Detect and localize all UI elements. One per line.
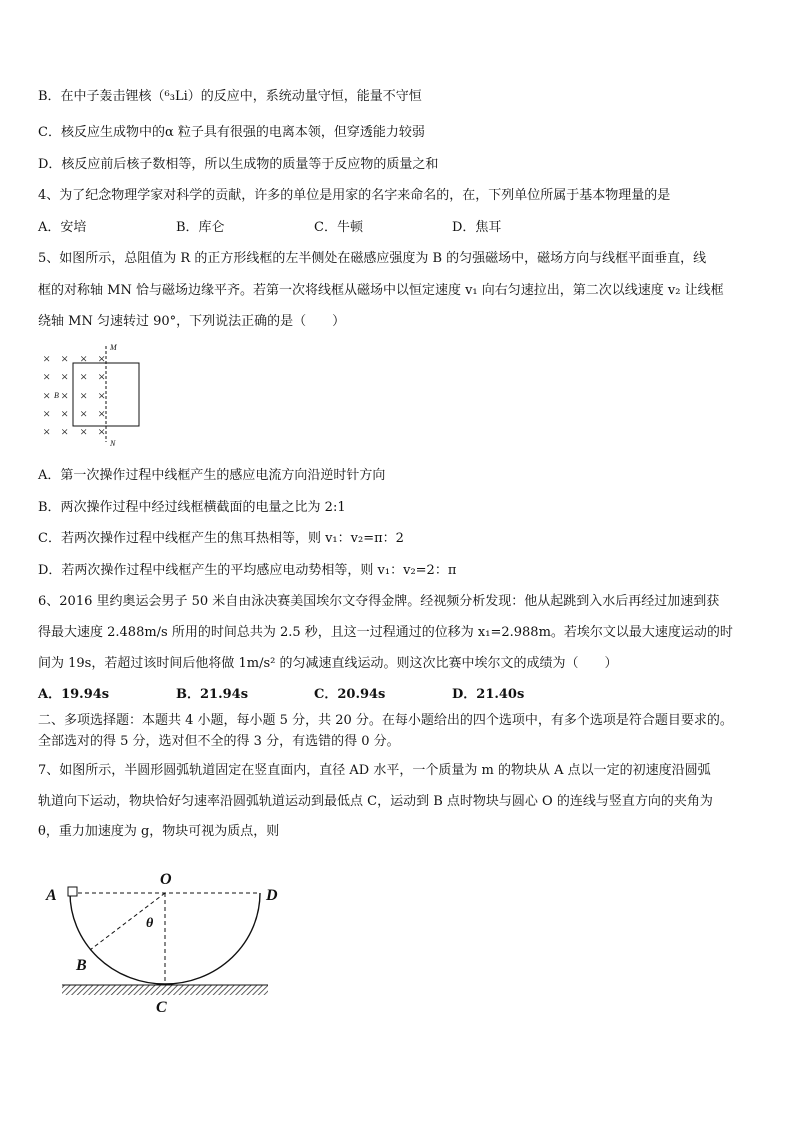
question-4-options bbox=[38, 219, 638, 237]
question-7-stem-1: 7、如图所示，半圆形圆弧轨道固定在竖直面内，直径 AD 水平，一个质量为 m 的物块从 A 点以一定的初速度沿圆弧 bbox=[38, 763, 711, 778]
svg-text:×: × bbox=[80, 406, 88, 421]
svg-text:×: × bbox=[80, 388, 88, 403]
section-2-heading-2: 全部选对的得 5 分，选对但不全的得 3 分，有选错的得 0 分。 bbox=[38, 734, 400, 749]
label-b: B bbox=[76, 957, 87, 974]
svg-text:×: × bbox=[43, 424, 51, 439]
question-5-stem-3: 绕轴 MN 匀速转过 90°，下列说法正确的是（ ） bbox=[38, 314, 346, 329]
svg-text:×: × bbox=[98, 406, 106, 421]
option-d-line: D．核反应前后核子数相等，所以生成物的质量等于反应物的质量之和 bbox=[38, 157, 439, 172]
q4-option-a: A．安培 bbox=[38, 220, 87, 235]
option-c-line: C．核反应生成物中的α 粒子具有很强的电离本领，但穿透能力较弱 bbox=[38, 125, 425, 140]
svg-text:×: × bbox=[80, 369, 88, 384]
question-6-stem-1: 6、2016 里约奥运会男子 50 米自由泳决赛美国埃尔文夺得金牌。经视频分析发现：他从起跳到入水后再经过加速到获 bbox=[38, 594, 720, 609]
q4-option-c: C．牛顿 bbox=[314, 220, 363, 235]
svg-text:×: × bbox=[98, 351, 106, 366]
question-5-stem-1: 5、如图所示，总阻值为 R 的正方形线框的左半侧处在磁感应强度为 B 的匀强磁场中，磁场方向与线框平面垂直，线 bbox=[38, 251, 707, 266]
question-5-option-d: D．若两次操作过程中线框产生的平均感应电动势相等，则 v₁：v₂=2：π bbox=[38, 563, 457, 578]
svg-text:×: × bbox=[98, 388, 106, 403]
question-5-option-c: C．若两次操作过程中线框产生的焦耳热相等，则 v₁：v₂=π：2 bbox=[38, 531, 404, 546]
label-c: C bbox=[156, 999, 167, 1016]
label-o: O bbox=[160, 871, 172, 888]
question-7-stem-2: 轨道向下运动，物块恰好匀速率沿圆弧轨道运动到最低点 C，运动到 B 点时物块与圆心 O 的连线与竖直方向的夹角为 bbox=[38, 794, 713, 809]
label-theta: θ bbox=[146, 916, 154, 931]
question-6-stem-3: 间为 19s，若超过该时间后他将做 1m/s² 的匀减速直线运动。则这次比赛中埃尔文的成绩为（ ） bbox=[38, 656, 618, 671]
q4-option-b: B．库仑 bbox=[176, 220, 225, 235]
axis-label-n: N bbox=[110, 439, 116, 448]
option-b-line: B．在中子轰击锂核（⁶₃Li）的反应中，系统动量守恒，能量不守恒 bbox=[38, 89, 422, 104]
ground-hatch bbox=[62, 985, 268, 995]
q6-option-b: B．21.94s bbox=[176, 687, 249, 702]
svg-text:×: × bbox=[61, 388, 69, 403]
magnetic-field-figure bbox=[40, 342, 150, 450]
svg-text:×: × bbox=[80, 424, 88, 439]
semicircle-track-figure bbox=[40, 862, 290, 1022]
q4-option-d: D．焦耳 bbox=[452, 220, 502, 235]
svg-text:×: × bbox=[43, 406, 51, 421]
svg-text:×: × bbox=[61, 351, 69, 366]
block-at-a bbox=[68, 887, 77, 896]
question-5-option-b: B．两次操作过程中经过线框横截面的电量之比为 2:1 bbox=[38, 500, 346, 515]
question-7-stem-3: θ，重力加速度为 g，物块可视为质点，则 bbox=[38, 824, 280, 839]
question-5-option-a: A．第一次操作过程中线框产生的感应电流方向沿逆时针方向 bbox=[38, 468, 386, 483]
svg-text:×: × bbox=[43, 369, 51, 384]
svg-text:×: × bbox=[98, 369, 106, 384]
svg-text:×: × bbox=[43, 351, 51, 366]
svg-text:×: × bbox=[43, 388, 51, 403]
svg-text:×: × bbox=[80, 351, 88, 366]
axis-label-m: M bbox=[110, 343, 117, 352]
section-2-heading-1: 二、多项选择题：本题共 4 小题，每小题 5 分，共 20 分。在每小题给出的四个选项中，有多个选项是符合题目要求的。 bbox=[38, 713, 733, 728]
label-d: D bbox=[266, 887, 278, 904]
svg-text:×: × bbox=[61, 369, 69, 384]
q6-option-a: A．19.94s bbox=[38, 687, 110, 702]
svg-text:×: × bbox=[98, 424, 106, 439]
question-6-options bbox=[38, 686, 638, 704]
label-a: A bbox=[46, 887, 57, 904]
svg-text:×: × bbox=[61, 424, 69, 439]
question-5-stem-2: 框的对称轴 MN 恰与磁场边缘平齐。若第一次将线框从磁场中以恒定速度 v₁ 向右匀速拉出，第二次以线速度 v₂ 让线框 bbox=[38, 283, 724, 298]
radius-ob bbox=[90, 893, 165, 950]
q6-option-c: C．20.94s bbox=[314, 687, 386, 702]
svg-text:×: × bbox=[61, 406, 69, 421]
question-6-stem-2: 得最大速度 2.488m/s 所用的时间总共为 2.5 秒，且这一过程通过的位移为 x₁=2.988m。若埃尔文以最大速度运动的时 bbox=[38, 625, 733, 640]
q6-option-d: D．21.40s bbox=[452, 687, 525, 702]
question-4-stem: 4、为了纪念物理学家对科学的贡献，许多的单位是用家的名字来命名的，在，下列单位所属于基本物理量的是 bbox=[38, 188, 671, 203]
field-label-b: B bbox=[54, 391, 59, 400]
